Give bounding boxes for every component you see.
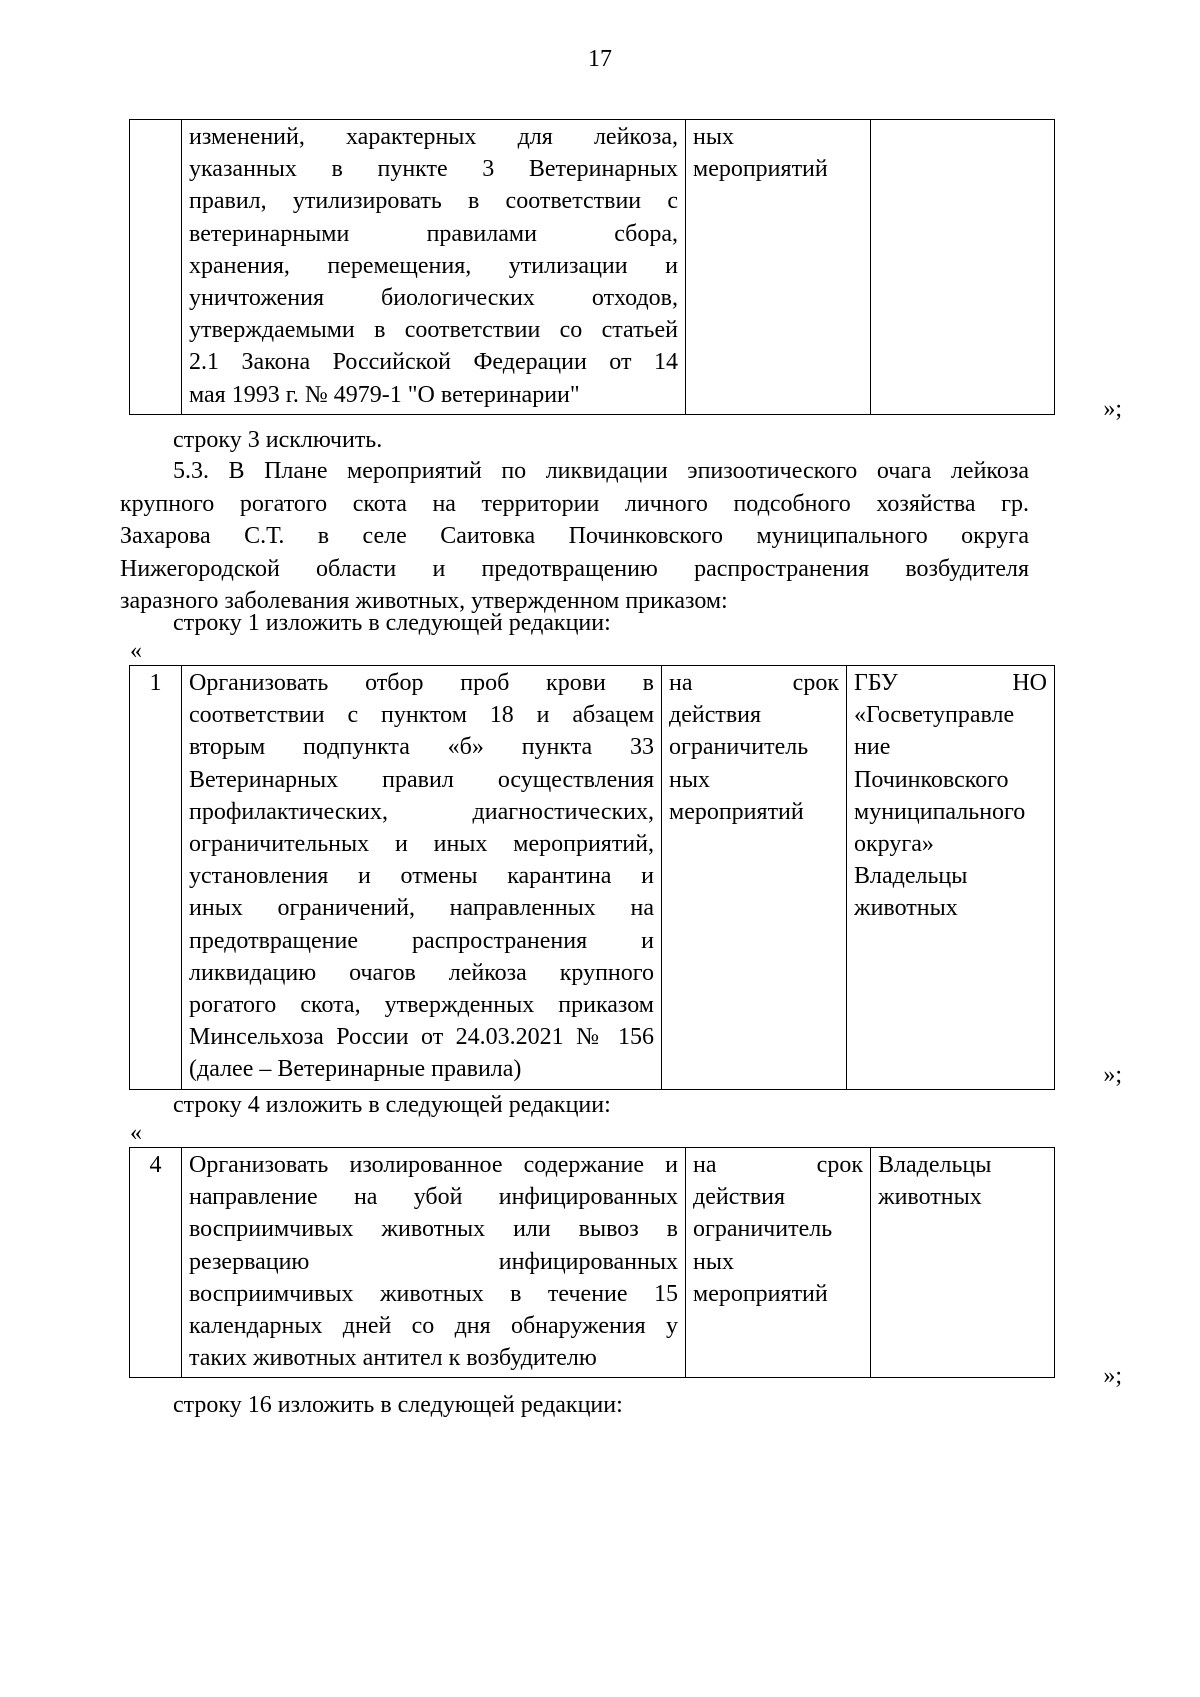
measure-cell (182, 120, 686, 415)
cell-line: ликвидацию очагов лейкоза крупного (189, 959, 654, 986)
responsible-cell (871, 120, 1055, 415)
cell-line: рогатого скота, утвержденных приказом (189, 992, 654, 1019)
row-number-cell (130, 120, 182, 415)
responsible-cell (847, 666, 1055, 1090)
cell-line: восприимчивых животных в течение 15 (189, 1280, 678, 1307)
cell-line: мероприятий (693, 156, 828, 183)
cell-line: Минсельхоза России от 24.03.2021 № 156 (189, 1024, 654, 1051)
cell-line: на срок (669, 670, 839, 696)
cell-line: животных (854, 895, 958, 922)
cell-line: действия (669, 702, 762, 729)
row-number-cell: 1 (130, 666, 182, 1090)
responsible-cell (871, 1148, 1055, 1378)
cell-line: ние (854, 734, 891, 761)
line-1-instruction: строку 1 изложить в следующей редакции: (173, 610, 611, 636)
closing-quote: »; (1103, 1062, 1122, 1088)
cell-line: Владельцы (878, 1152, 992, 1178)
term-cell (686, 1148, 871, 1378)
paragraph-line: Захарова С.Т. в селе Саитовка Починковского муниципального округа (120, 523, 1029, 549)
cell-line: соответствии с пунктом 18 и абзацем (189, 702, 654, 729)
line-16-instruction: строку 16 изложить в следующей редакции: (173, 1392, 623, 1418)
paragraph-line: крупного рогатого скота на территории личного подсобного хозяйства гр. (120, 490, 1029, 517)
table-row (130, 1148, 1055, 1378)
cell-line: ветеринарными правилами сбора, (189, 220, 678, 247)
cell-line: ных (669, 766, 710, 793)
cell-line: на срок (693, 1152, 863, 1178)
paragraph-line: Нижегородской области и предотвращению распространения возбудителя (120, 555, 1029, 582)
cell-line: мероприятий (693, 1280, 828, 1307)
table-row (130, 120, 1055, 415)
cell-line: календарных дней со дня обнаружения у (189, 1313, 678, 1340)
cell-line: «Госветуправле (854, 702, 1015, 729)
paragraph-5-3 (120, 455, 1029, 618)
cell-line: округа» (854, 831, 934, 858)
cell-line: ограничитель (669, 734, 809, 761)
cell-line: указанных в пункте 3 Ветеринарных (189, 156, 678, 183)
cell-line: Ветеринарных правил осуществления (189, 766, 654, 793)
cell-line: утверждаемыми в соответствии со статьей (189, 317, 678, 344)
row-number-cell: 4 (130, 1148, 182, 1378)
term-cell (662, 666, 847, 1090)
cell-line: вторым подпункта «б» пункта 33 (189, 734, 654, 761)
page-number: 17 (588, 46, 612, 72)
cell-line: 2.1 Закона Российской Федерации от 14 (189, 349, 678, 376)
cell-line: животных (878, 1184, 982, 1211)
cell-line: направление на убой инфицированных (189, 1184, 678, 1211)
cell-line: ограничитель (693, 1216, 833, 1243)
table-row (130, 666, 1055, 1090)
cell-line: Организовать отбор проб крови в (189, 670, 654, 696)
measure-cell (182, 666, 662, 1090)
closing-quote: »; (1103, 1363, 1122, 1389)
paragraph-line: заразного заболевания животных, утвержденном приказом: (120, 588, 728, 614)
cell-line: мая 1993 г. № 4979-1 "О ветеринарии" (189, 381, 580, 408)
opening-quote: « (130, 638, 142, 664)
cell-line: Починковского (854, 766, 1009, 793)
cell-line: мероприятий (669, 798, 804, 825)
cell-line: уничтожения биологических отходов, (189, 285, 678, 312)
cell-line: Владельцы (854, 863, 968, 890)
closing-quote: »; (1103, 396, 1122, 422)
delete-line-3-text: строку 3 исключить. (173, 427, 383, 453)
cell-line: изменений, характерных для лейкоза, (189, 124, 678, 150)
cell-line: ГБУ НО (854, 670, 1047, 696)
line-4-instruction: строку 4 изложить в следующей редакции: (173, 1092, 611, 1118)
cell-line: предотвращение распространения и (189, 927, 654, 954)
cell-line: ограничительных и иных мероприятий, (189, 831, 654, 858)
cell-line: установления и отмены карантина и (189, 863, 654, 890)
cell-line: профилактических, диагностических, (189, 798, 654, 825)
cell-line: Организовать изолированное содержание и (189, 1152, 678, 1178)
cell-line: муниципального (854, 798, 1026, 825)
cell-line: таких животных антител к возбудителю (189, 1345, 597, 1372)
continued-table (129, 119, 1055, 415)
cell-line: действия (693, 1184, 786, 1211)
cell-line: ных (693, 124, 734, 150)
row-1-table (129, 665, 1055, 1090)
cell-line: (далее – Ветеринарные правила) (189, 1056, 522, 1083)
cell-line: иных ограничений, направленных на (189, 895, 654, 922)
measure-cell (182, 1148, 686, 1378)
cell-line: ных (693, 1248, 734, 1275)
cell-line: правил, утилизировать в соответствии с (189, 188, 678, 215)
paragraph-line: 5.3. В Плане мероприятий по ликвидации эпизоотического очага лейкоза (173, 458, 1029, 484)
term-cell (686, 120, 871, 415)
opening-quote: « (130, 1120, 142, 1146)
cell-line: резервацию инфицированных (189, 1248, 678, 1275)
row-4-table (129, 1147, 1055, 1378)
cell-line: восприимчивых животных или вывоз в (189, 1216, 678, 1243)
cell-line: хранения, перемещения, утилизации и (189, 252, 678, 279)
